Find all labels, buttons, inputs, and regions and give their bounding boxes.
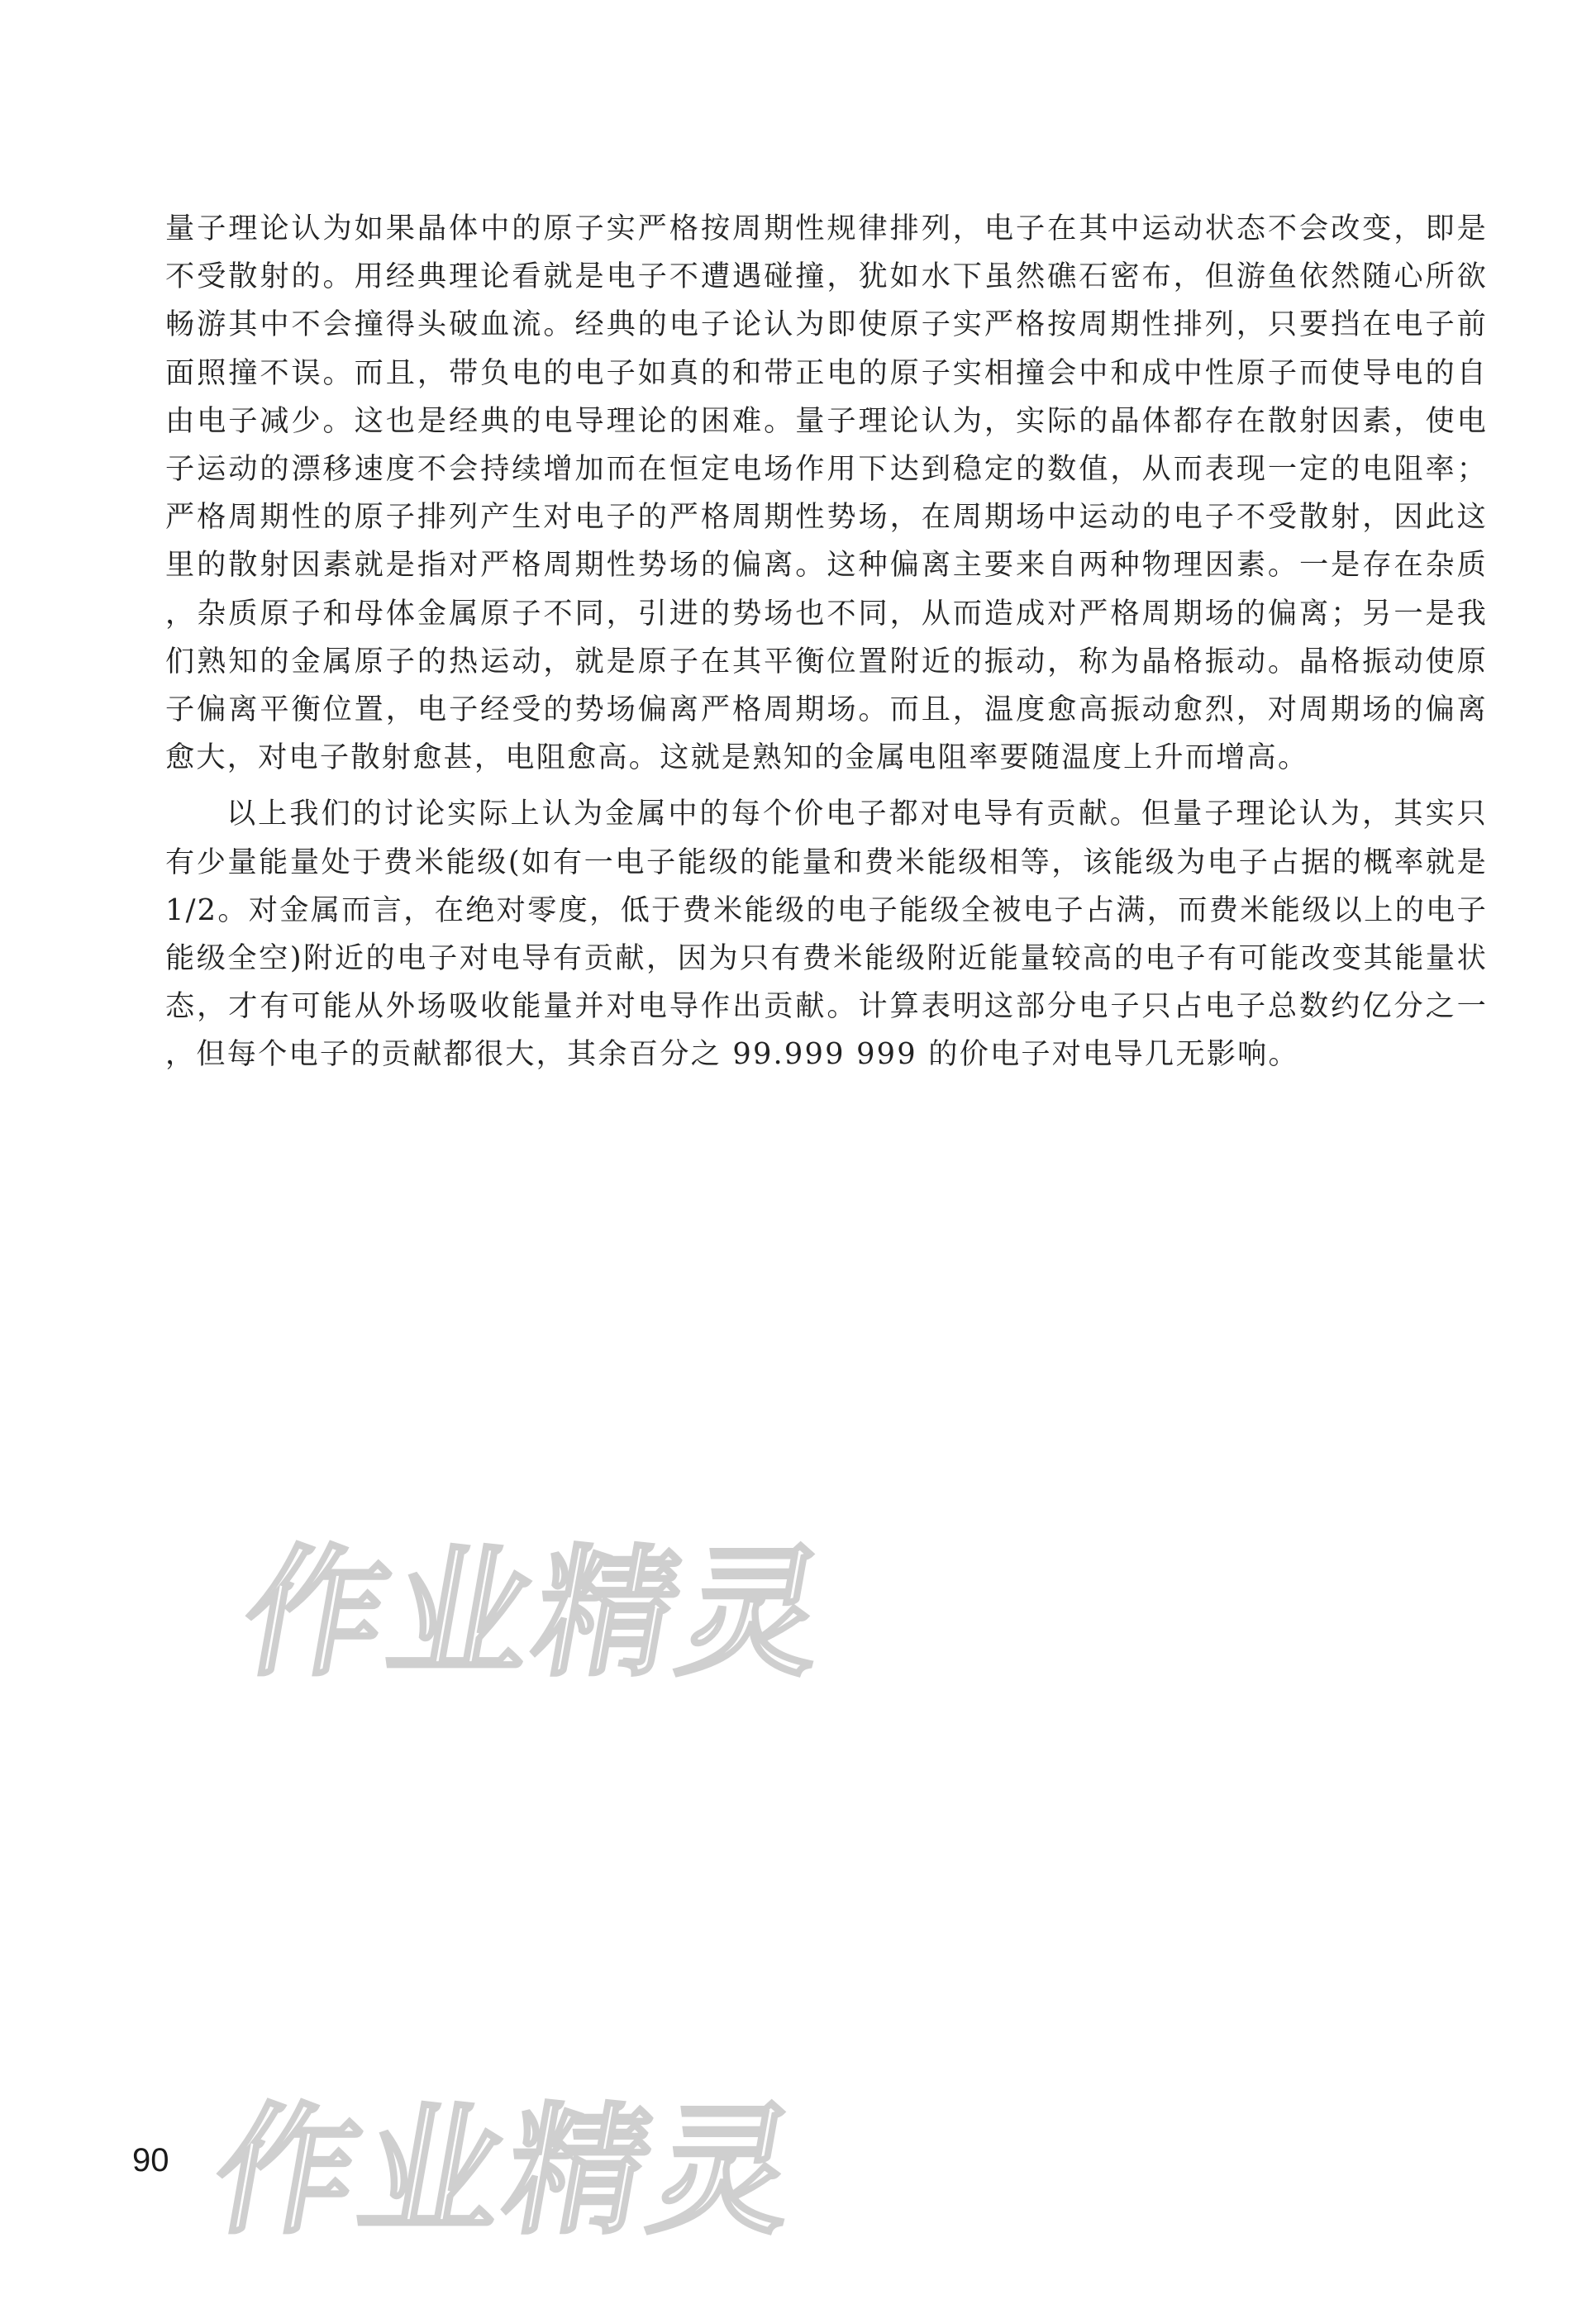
paragraph-1: 量子理论认为如果晶体中的原子实严格按周期性规律排列，电子在其中运动状态不会改变，即是不受散射的。用经典理论看就是电子不遭遇碰撞，犹如水下虽然礁石密布，但游鱼依然随心所欲畅游其中不会撞得头破血流。经典的电子论认为即使原子实严格按周期性排列，只要挡在电子前面照撞不误。而且，带负电的电子如真的和带正电的原子实相撞会中和成中性原子而使导电的自由电子减少。这也是经典的电导理论的困难。量子理论认为，实际的晶体都存在散射因素，使电子运动的漂移速度不会持续增加而在恒定电场作用下达到稳定的数值，从而表现一定的电阻率；严格周期性的原子排列产生对电子的严格周期性势场，在周期场中运动的电子不受散射，因此这里的散射因素就是指对严格周期性势场的偏离。这种偏离主要来自两种物理因素。一是存在杂质，杂质原子和母体金属原子不同，引进的势场也不同，从而造成对严格周期场的偏离；另一是我们熟知的金属原子的热运动，就是原子在其平衡位置附近的振动，称为晶格振动。晶格振动使原子偏离平衡位置，电子经受的势场偏离严格周期场。而且，温度愈高振动愈烈，对周期场的偏离愈大，对电子散射愈甚，电阻愈高。这就是熟知的金属电阻率要随温度上升而增高。: [165, 212, 1488, 775]
body-text: [165, 205, 1488, 1079]
watermark: 作业精灵: [202, 2090, 813, 2254]
page-number: 90: [132, 2142, 169, 2178]
watermark: 作业精灵: [231, 1532, 842, 1696]
paragraph-2: 以上我们的讨论实际上认为金属中的每个价电子都对电导有贡献。但量子理论认为，其实只有少量能量处于费米能级(如有一电子能级的能量和费米能级相等，该能级为电子占据的概率就是 1/2。对金属而言，在绝对零度，低于费米能级的电子能级全被电子占满，而费米能级以上的电子能级全空)附近的电子对电导有贡献，因为只有费米能级附近能量较高的电子有可能改变其能量状态，才有可能从外场吸收能量并对电导作出贡献。计算表明这部分电子只占电子总数约亿分之一，但每个电子的贡献都很大，其余百分之 99.999 999 的价电子对电导几无影响。: [165, 797, 1488, 1072]
